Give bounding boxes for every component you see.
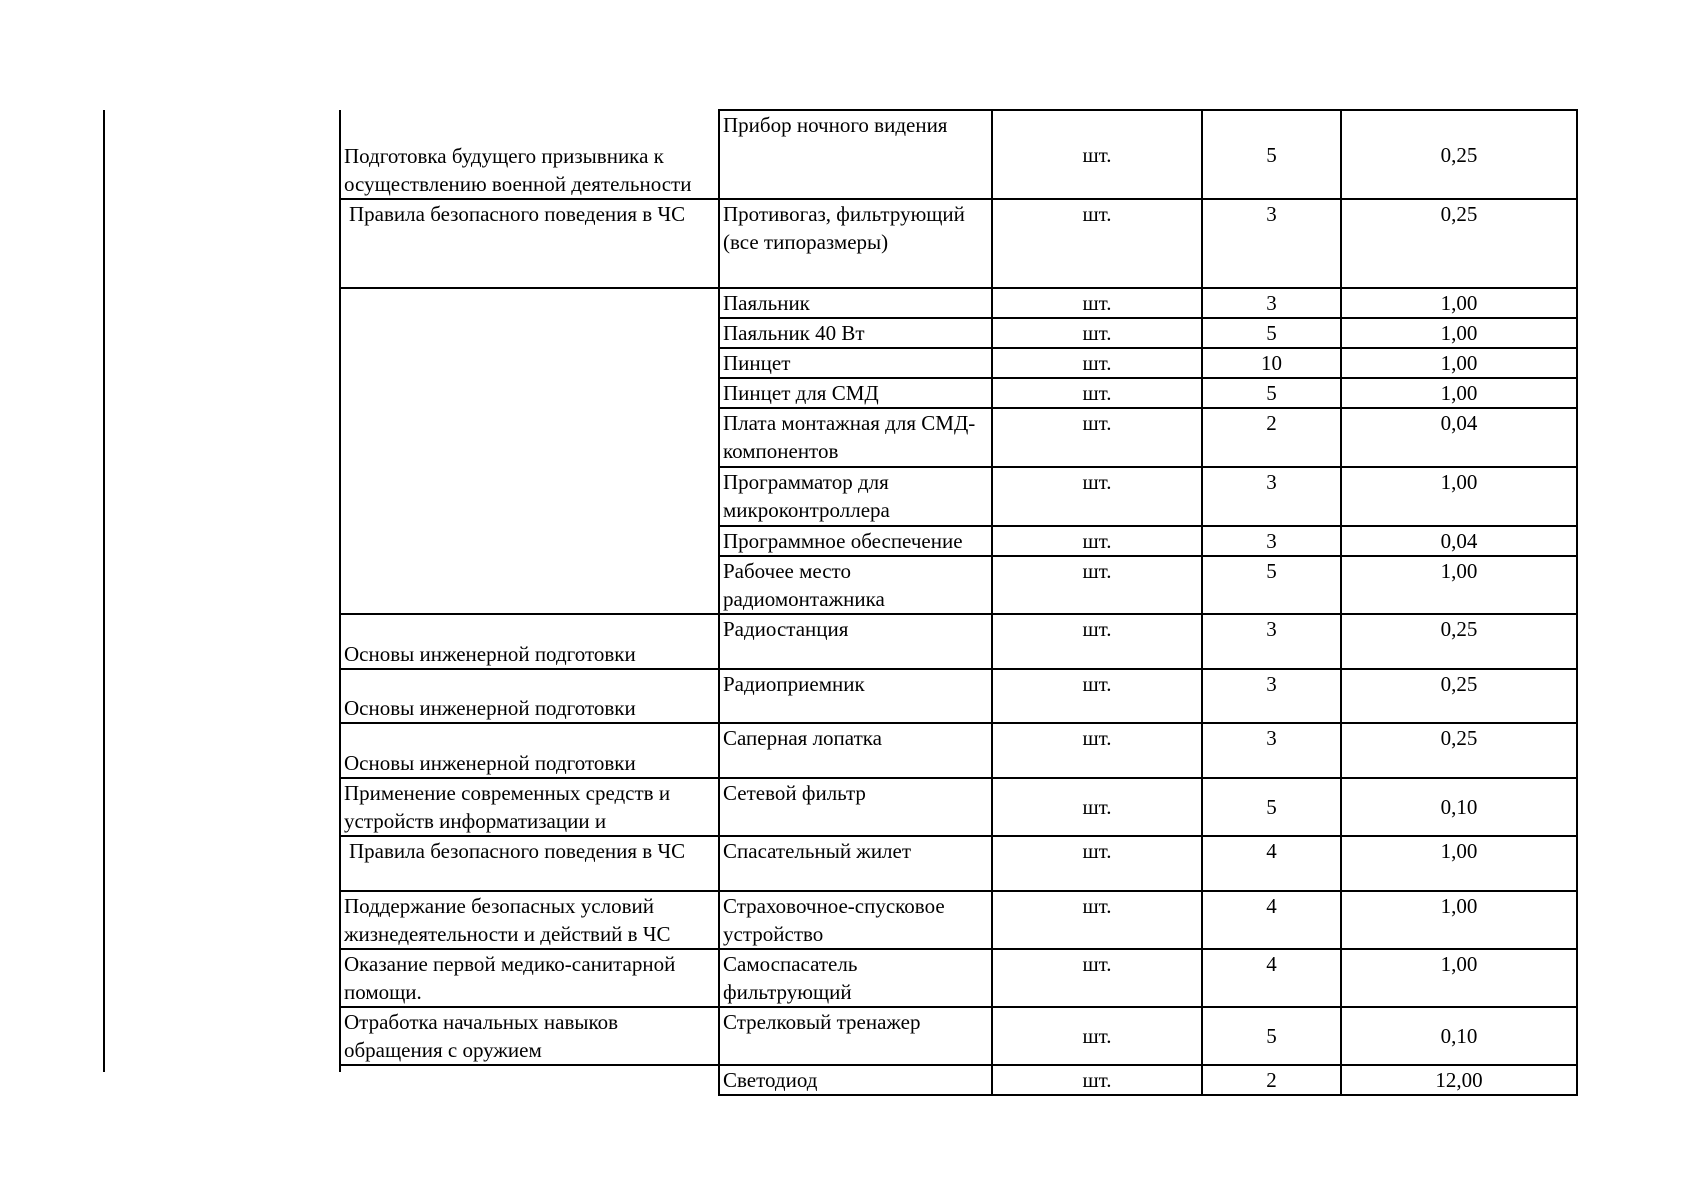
item-cell: Страховочное-спусковое устройство <box>719 891 992 949</box>
unit-cell: шт. <box>992 288 1202 318</box>
topic-cell: Основы инженерной подготовки <box>341 669 719 723</box>
item-cell: Программное обеспечение <box>719 526 992 556</box>
coef-cell: 0,10 <box>1341 778 1577 836</box>
item-cell: Стрелковый тренажер <box>719 1007 992 1065</box>
item-cell: Пинцет <box>719 348 992 378</box>
topic-cell <box>341 1065 719 1095</box>
unit-cell: шт. <box>992 318 1202 348</box>
table-row <box>341 778 1577 836</box>
unit-cell: шт. <box>992 526 1202 556</box>
unit-cell: шт. <box>992 408 1202 467</box>
item-cell: Программатор для микроконтроллера <box>719 467 992 526</box>
coef-cell: 1,00 <box>1341 467 1577 526</box>
coef-cell: 1,00 <box>1341 318 1577 348</box>
item-cell: Сетевой фильтр <box>719 778 992 836</box>
topic-cell: Применение современных средств и устройств информатизации и <box>341 778 719 836</box>
unit-cell: шт. <box>992 836 1202 891</box>
unit-cell: шт. <box>992 669 1202 723</box>
qty-cell: 5 <box>1202 556 1341 614</box>
qty-cell: 2 <box>1202 408 1341 467</box>
item-cell: Паяльник <box>719 288 992 318</box>
coef-cell: 12,00 <box>1341 1065 1577 1095</box>
table-row <box>341 1065 1577 1095</box>
coef-cell: 0,04 <box>1341 408 1577 467</box>
equipment-table <box>341 109 1578 1096</box>
unit-cell: шт. <box>992 378 1202 408</box>
item-cell: Противогаз, фильтрующий (все типоразмеры) <box>719 199 992 288</box>
topic-cell: Основы инженерной подготовки <box>341 614 719 669</box>
item-cell: Спасательный жилет <box>719 836 992 891</box>
item-cell: Плата монтажная для СМД-компонентов <box>719 408 992 467</box>
coef-cell: 0,04 <box>1341 526 1577 556</box>
item-cell: Самоспасатель фильтрующий <box>719 949 992 1007</box>
unit-cell: шт. <box>992 1065 1202 1095</box>
topic-cell: Отработка начальных навыков обращения с оружием <box>341 1007 719 1065</box>
coef-cell: 1,00 <box>1341 836 1577 891</box>
topic-cell <box>341 288 719 614</box>
qty-cell: 5 <box>1202 318 1341 348</box>
item-cell: Радиостанция <box>719 614 992 669</box>
coef-cell: 0,25 <box>1341 614 1577 669</box>
unit-cell: шт. <box>992 467 1202 526</box>
qty-cell: 3 <box>1202 614 1341 669</box>
qty-cell: 5 <box>1202 378 1341 408</box>
unit-cell: шт. <box>992 556 1202 614</box>
item-cell: Пинцет для СМД <box>719 378 992 408</box>
coef-cell: 1,00 <box>1341 348 1577 378</box>
qty-cell: 3 <box>1202 669 1341 723</box>
unit-cell: шт. <box>992 110 1202 199</box>
item-cell: Прибор ночного видения <box>719 110 992 199</box>
coef-cell: 1,00 <box>1341 288 1577 318</box>
table-row <box>341 836 1577 891</box>
qty-cell: 4 <box>1202 949 1341 1007</box>
qty-cell: 3 <box>1202 723 1341 778</box>
coef-cell: 0,25 <box>1341 110 1577 199</box>
qty-cell: 3 <box>1202 199 1341 288</box>
qty-cell: 5 <box>1202 1007 1341 1065</box>
table-row <box>341 669 1577 723</box>
topic-cell: Правила безопасного поведения в ЧС <box>341 199 719 288</box>
item-cell: Паяльник 40 Вт <box>719 318 992 348</box>
qty-cell: 4 <box>1202 891 1341 949</box>
table-row <box>341 199 1577 288</box>
left-margin-rule <box>103 110 105 1072</box>
unit-cell: шт. <box>992 723 1202 778</box>
qty-cell: 5 <box>1202 778 1341 836</box>
item-cell: Рабочее место радиомонтажника <box>719 556 992 614</box>
item-cell: Светодиод <box>719 1065 992 1095</box>
coef-cell: 0,25 <box>1341 199 1577 288</box>
unit-cell: шт. <box>992 348 1202 378</box>
topic-cell: Оказание первой медико-санитарной помощи. <box>341 949 719 1007</box>
item-cell: Саперная лопатка <box>719 723 992 778</box>
coef-cell: 1,00 <box>1341 891 1577 949</box>
table-row <box>341 288 1577 318</box>
table-row <box>341 110 1577 199</box>
table-row <box>341 614 1577 669</box>
qty-cell: 3 <box>1202 467 1341 526</box>
table-row <box>341 723 1577 778</box>
unit-cell: шт. <box>992 949 1202 1007</box>
qty-cell: 4 <box>1202 836 1341 891</box>
unit-cell: шт. <box>992 1007 1202 1065</box>
unit-cell: шт. <box>992 778 1202 836</box>
coef-cell: 1,00 <box>1341 378 1577 408</box>
table-row <box>341 949 1577 1007</box>
table-row <box>341 891 1577 949</box>
coef-cell: 1,00 <box>1341 949 1577 1007</box>
qty-cell: 3 <box>1202 288 1341 318</box>
qty-cell: 2 <box>1202 1065 1341 1095</box>
coef-cell: 1,00 <box>1341 556 1577 614</box>
unit-cell: шт. <box>992 614 1202 669</box>
qty-cell: 3 <box>1202 526 1341 556</box>
table-row <box>341 1007 1577 1065</box>
qty-cell: 5 <box>1202 110 1341 199</box>
coef-cell: 0,25 <box>1341 723 1577 778</box>
coef-cell: 0,10 <box>1341 1007 1577 1065</box>
coef-cell: 0,25 <box>1341 669 1577 723</box>
topic-cell: Поддержание безопасных условий жизнедеятельности и действий в ЧС <box>341 891 719 949</box>
topic-cell: Основы инженерной подготовки <box>341 723 719 778</box>
topic-cell: Подготовка будущего призывника к осуществлению военной деятельности <box>341 110 719 199</box>
topic-cell: Правила безопасного поведения в ЧС <box>341 836 719 891</box>
unit-cell: шт. <box>992 891 1202 949</box>
unit-cell: шт. <box>992 199 1202 288</box>
qty-cell: 10 <box>1202 348 1341 378</box>
item-cell: Радиоприемник <box>719 669 992 723</box>
